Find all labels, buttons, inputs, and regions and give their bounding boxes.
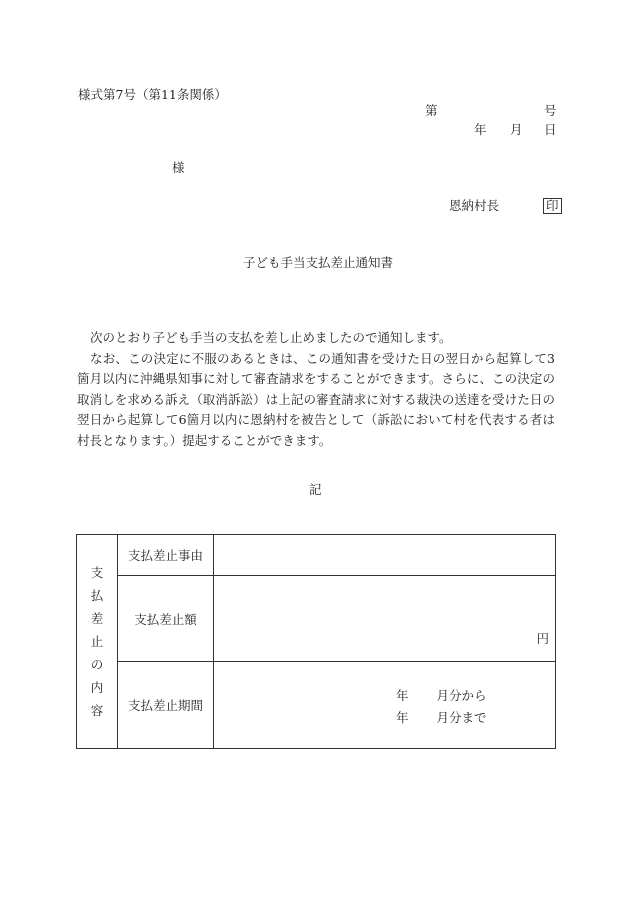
period-value: [214, 662, 556, 749]
reason-label: 支払差止事由: [118, 535, 214, 576]
side-label-char: 支: [90, 565, 104, 580]
period-to-year: 年: [396, 710, 409, 725]
form-header: 様式第7号（第11条関係）: [78, 87, 227, 102]
side-label-char: 差: [90, 611, 104, 626]
body-paragraph: なお、この決定に不服のあるときは、この通知書を受けた日の翌日から起算して3箇月以内に沖縄県知事に対して審査請求をすることができます。さらに、この決定の取消しを求める訴え（取消訴訟）は上記の審査請求に対する裁決の送達を受けた日の翌日から起算して6箇月以内に恩納村を被告として（訴訟において村を代表する者は村長となります。）提起することができます。: [77, 350, 555, 448]
reason-value: [214, 535, 556, 576]
period-cell: [214, 662, 555, 748]
side-label-char: 内: [90, 680, 104, 695]
date-year: 年: [474, 122, 487, 137]
ki-heading: 記: [309, 482, 322, 497]
period-from-year: 年: [396, 688, 409, 703]
issuer: [449, 198, 562, 214]
doc-number-prefix: 第: [425, 103, 438, 118]
period-to: [396, 708, 487, 726]
issuer-title: 恩納村長: [449, 198, 500, 213]
table-side-label: [77, 535, 118, 749]
seal-mark: 印: [543, 198, 562, 214]
period-label: 支払差止期間: [118, 662, 214, 749]
date-day: 日: [544, 122, 557, 137]
body-text: [77, 328, 555, 451]
period-from-month: 月分から: [436, 688, 487, 703]
date-month: 月: [510, 122, 523, 137]
amount-value: [214, 576, 556, 662]
side-label-char: 容: [90, 703, 104, 718]
period-to-month: 月分まで: [436, 710, 487, 725]
amount-cell: [214, 576, 555, 661]
addressee-suffix: 様: [172, 160, 185, 175]
doc-number-suffix: 号: [544, 103, 557, 118]
side-label-char: 止: [90, 634, 104, 649]
period-from: [396, 686, 487, 704]
suspension-details-table: [76, 534, 556, 749]
amount-label: 支払差止額: [118, 576, 214, 662]
side-label-char: 払: [90, 588, 104, 603]
side-label-char: の: [90, 657, 104, 672]
yen-unit: 円: [536, 631, 549, 646]
body-paragraph: 次のとおり子ども手当の支払を差し止めましたので通知します。: [90, 330, 452, 345]
document-title: 子ども手当支払差止通知書: [243, 255, 394, 270]
